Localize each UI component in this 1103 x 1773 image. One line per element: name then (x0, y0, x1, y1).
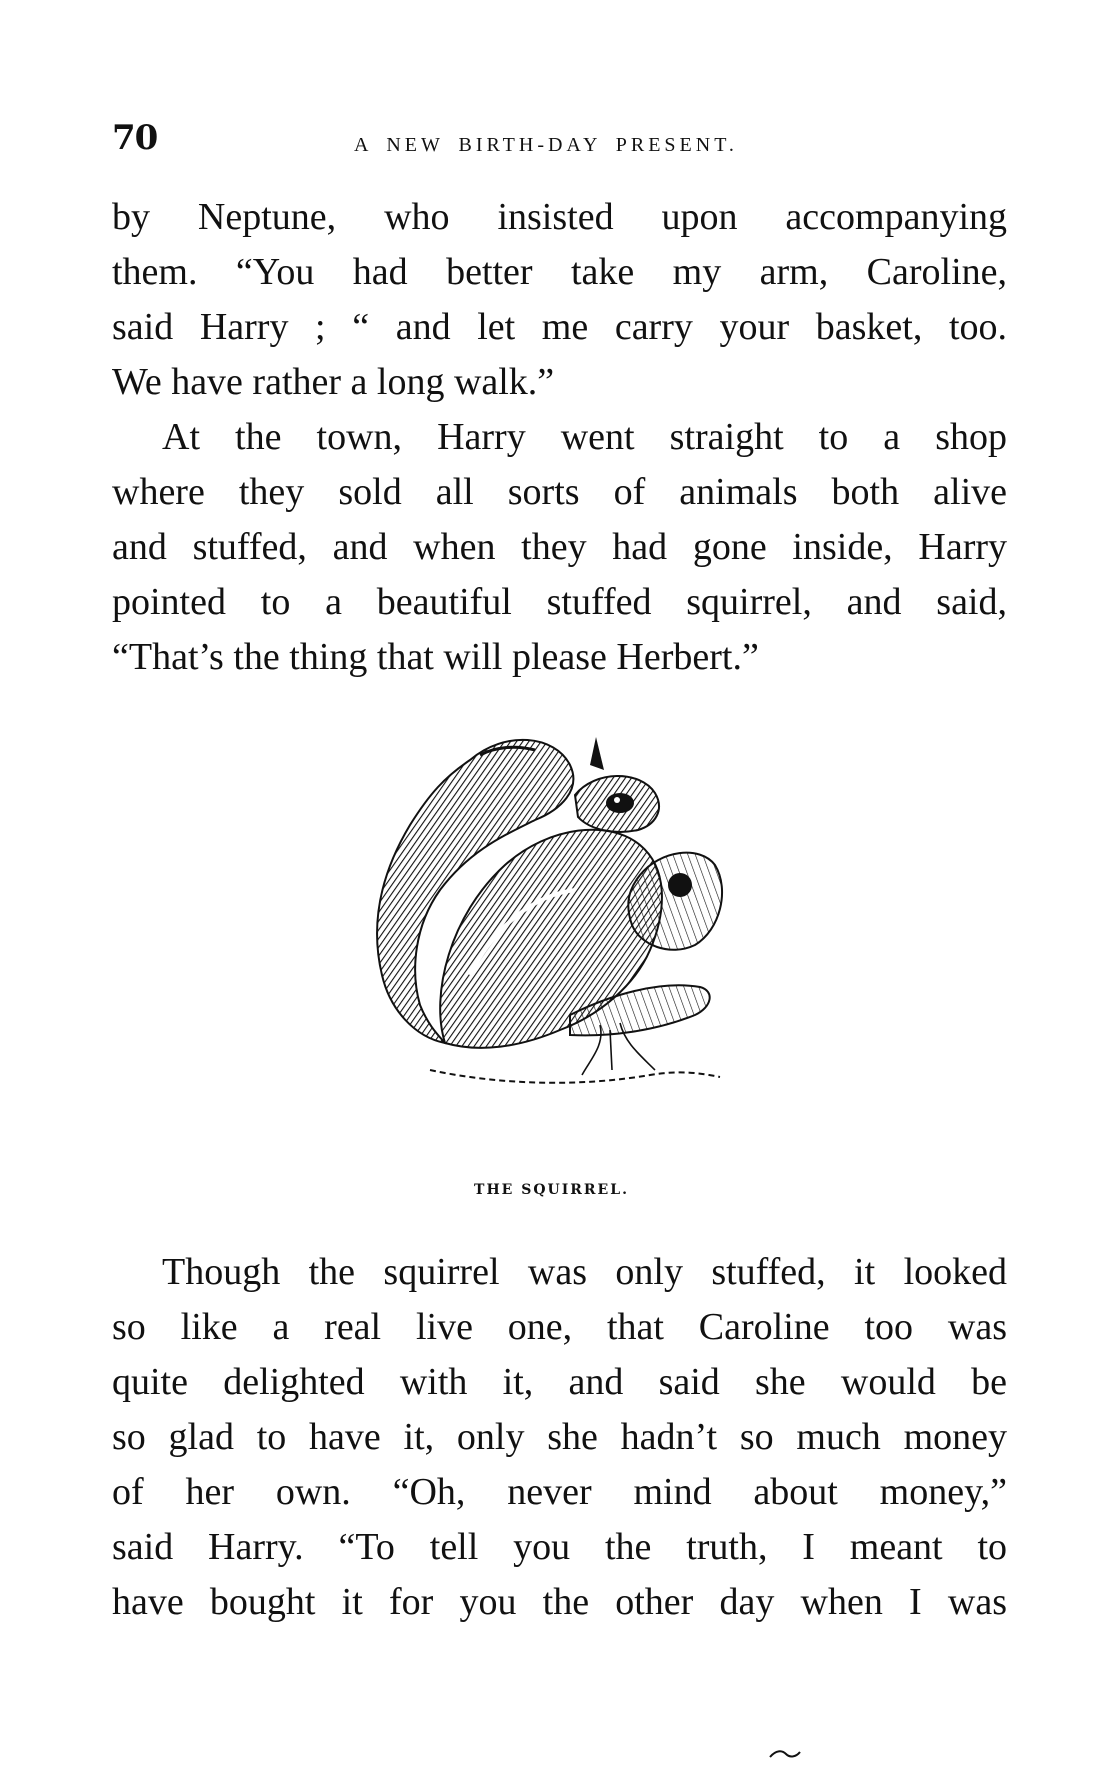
text-line: “That’s the thing that will please Herbert.” (112, 636, 759, 678)
text-line: so like a real live one, that Caroline too was (112, 1306, 1007, 1348)
text-line: by Neptune, who insisted upon accompanying (112, 196, 1007, 238)
text-line: At the town, Harry went straight to a shop (162, 416, 1007, 458)
text-line: said Harry ; “ and let me carry your basket, too. (112, 306, 1007, 348)
paragraph-3 (112, 1245, 1007, 1630)
paragraph-1 (112, 190, 1007, 410)
printer-ornament-icon (768, 1745, 802, 1757)
text-line: have bought it for you the other day when I was (112, 1581, 1007, 1623)
figure-caption: THE SQUIRREL. (474, 1182, 629, 1198)
text-line: of her own. “Oh, never mind about money,” (112, 1471, 1007, 1513)
text-line: and stuffed, and when they had gone inside, Harry (112, 526, 1007, 568)
text-line: quite delighted with it, and said she would be (112, 1361, 1007, 1403)
text-line: where they sold all sorts of animals both alive (112, 471, 1007, 513)
text-line: said Harry. “To tell you the truth, I meant to (112, 1526, 1007, 1568)
text-line: pointed to a beautiful stuffed squirrel, and said, (112, 581, 1007, 623)
text-line: them. “You had better take my arm, Caroline, (112, 251, 1007, 293)
page-number: 70 (112, 118, 158, 158)
running-title: A NEW BIRTH-DAY PRESENT. (354, 134, 738, 156)
page-header (112, 112, 1012, 166)
text-line: Though the squirrel was only stuffed, it looked (162, 1251, 1007, 1293)
text-line: We have rather a long walk.” (112, 361, 555, 403)
text-line: so glad to have it, only she hadn’t so much money (112, 1416, 1007, 1458)
paragraph-2 (112, 410, 1007, 685)
squirrel-engraving-icon (320, 725, 810, 1140)
squirrel-illustration (320, 725, 810, 1140)
